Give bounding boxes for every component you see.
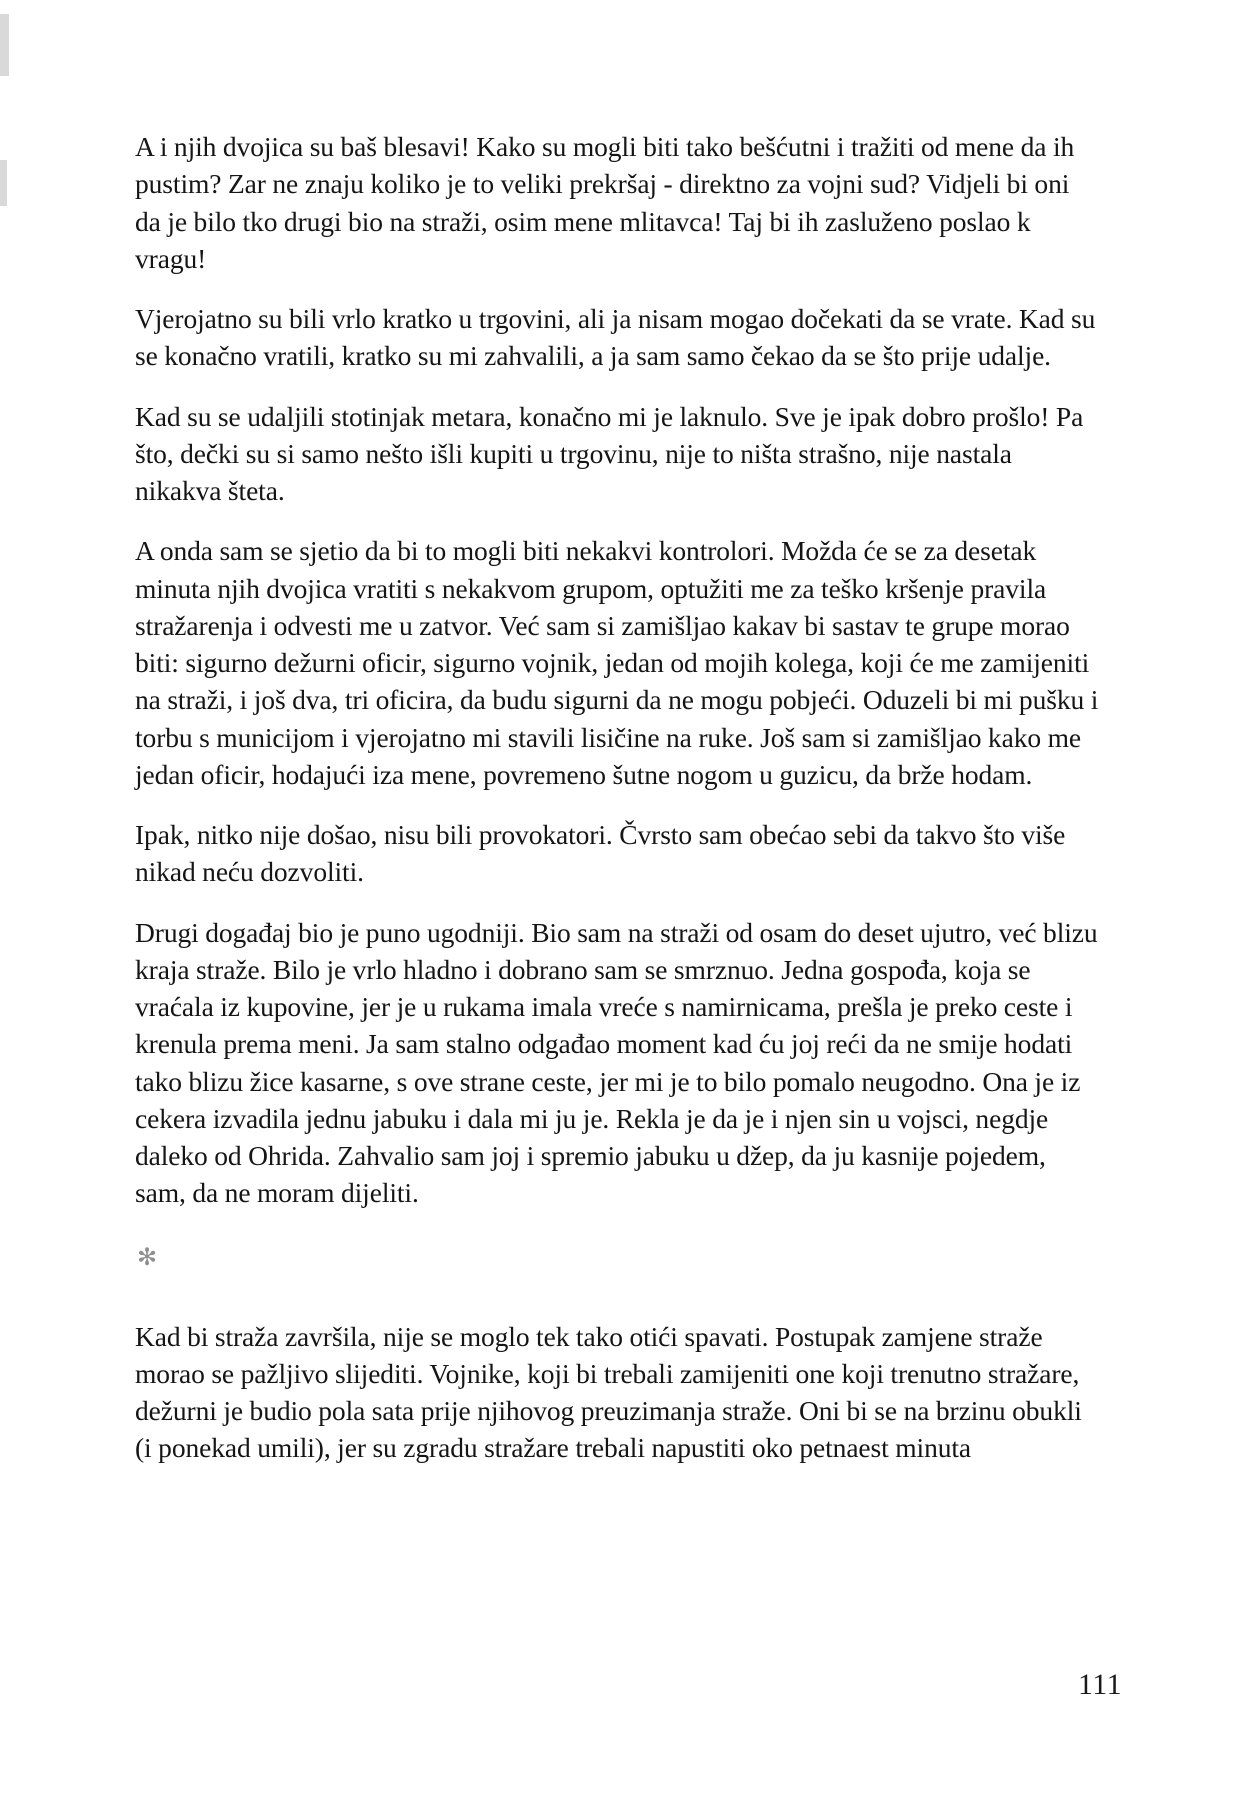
body-paragraph-1: A i njih dvojica su baš blesavi! Kako su mogli biti tako bešćutni i tražiti od mene da ih pustim? Zar ne znaju koliko je to veliki prekršaj - direktno za vojni sud? Vidjeli bi oni da je bilo tko drugi bio na straži, osim mene mlitavca! Taj bi ih zasluženo poslao k vragu! bbox=[135, 131, 1075, 274]
body-paragraph-7: Kad bi straža završila, nije se moglo tek tako otići spavati. Postupak zamjene straže morao se pažljivo slijediti. Vojnike, koji bi trebali zamijeniti one koji trenutno stražare, dežurni je budio pola sata prije njihovog preuzimanja straže. Oni bi se na brzinu obukli (i ponekad umili), jer su zgradu stražare trebali napustiti oko petnaest minuta bbox=[135, 1320, 1082, 1464]
body-paragraph-4: A onda sam se sjetio da bi to mogli biti nekakvi kontrolori. Možda će se za desetak minuta njih dvojica vratiti s nekakvom grupom, optužiti me za teško kršenje pravila stražarenja i odvesti me u zatvor. Već sam si zamišljao kakav bi sastav te grupe morao biti: sigurno dežurni oficir, sigurno vojnik, jedan od mojih kolega, koji će me zamijeniti na straži, i još dva, tri oficira, da budu sigurni da ne mogu pobjeći. Oduzeli bi mi pušku i torbu s municijom i vjerojatno mi stavili lisičine na ruke. Još sam si zamišljao kako me jedan oficir, hodajući iza mene, povremeno šutne nogom u guzicu, da brže hodam. bbox=[135, 535, 1099, 790]
asterisk-separator-icon: ✻ bbox=[137, 1244, 158, 1271]
body-paragraph-2: Vjerojatno su bili vrlo kratko u trgovini, ali ja nisam mogao dočekati da se vrate. Kad su se konačno vratili, kratko su mi zahvalili, a ja sam samo čekao da se što prije udalje. bbox=[135, 303, 1096, 372]
body-paragraph-5: Ipak, nitko nije došao, nisu bili provokatori. Čvrsto sam obećao sebi da takvo što više nikad neću dozvoliti. bbox=[135, 819, 1066, 888]
body-paragraph-3: Kad su se udaljili stotinjak metara, konačno mi je laknulo. Sve je ipak dobro prošlo! Pa što, dečki su si samo nešto išli kupiti u trgovinu, nije to ništa strašno, nije nastala nikakva šteta. bbox=[135, 400, 1084, 506]
page-number: 111 bbox=[1078, 1668, 1122, 1701]
body-paragraph-6: Drugi događaj bio je puno ugodniji. Bio sam na straži od osam do deset ujutro, već blizu kraja straže. Bilo je vrlo hladno i dobrano sam se smrznuo. Jedna gospođa, koja se vraćala iz kupovine, jer je u rukama imala vreće s namirnicama, prešla je preko ceste i krenula prema meni. Ja sam stalno odgađao moment kad ću joj reći da ne smije hodati tako blizu žice kasarne, s ove strane ceste, jer mi je to bilo pomalo neugodno. Ona je iz cekera izvadila jednu jabuku i dala mi ju je. Rekla je da je i njen sin u vojsci, negdje daleko od Ohrida. Zahvalio sam joj i spremio jabuku u džep, da ju kasnije pojedem, sam, da ne moram dijeliti. bbox=[135, 916, 1098, 1209]
scan-edge-artifact-top bbox=[0, 14, 9, 76]
body-text-column bbox=[135, 128, 1100, 1467]
scan-edge-artifact-middle bbox=[0, 160, 7, 206]
